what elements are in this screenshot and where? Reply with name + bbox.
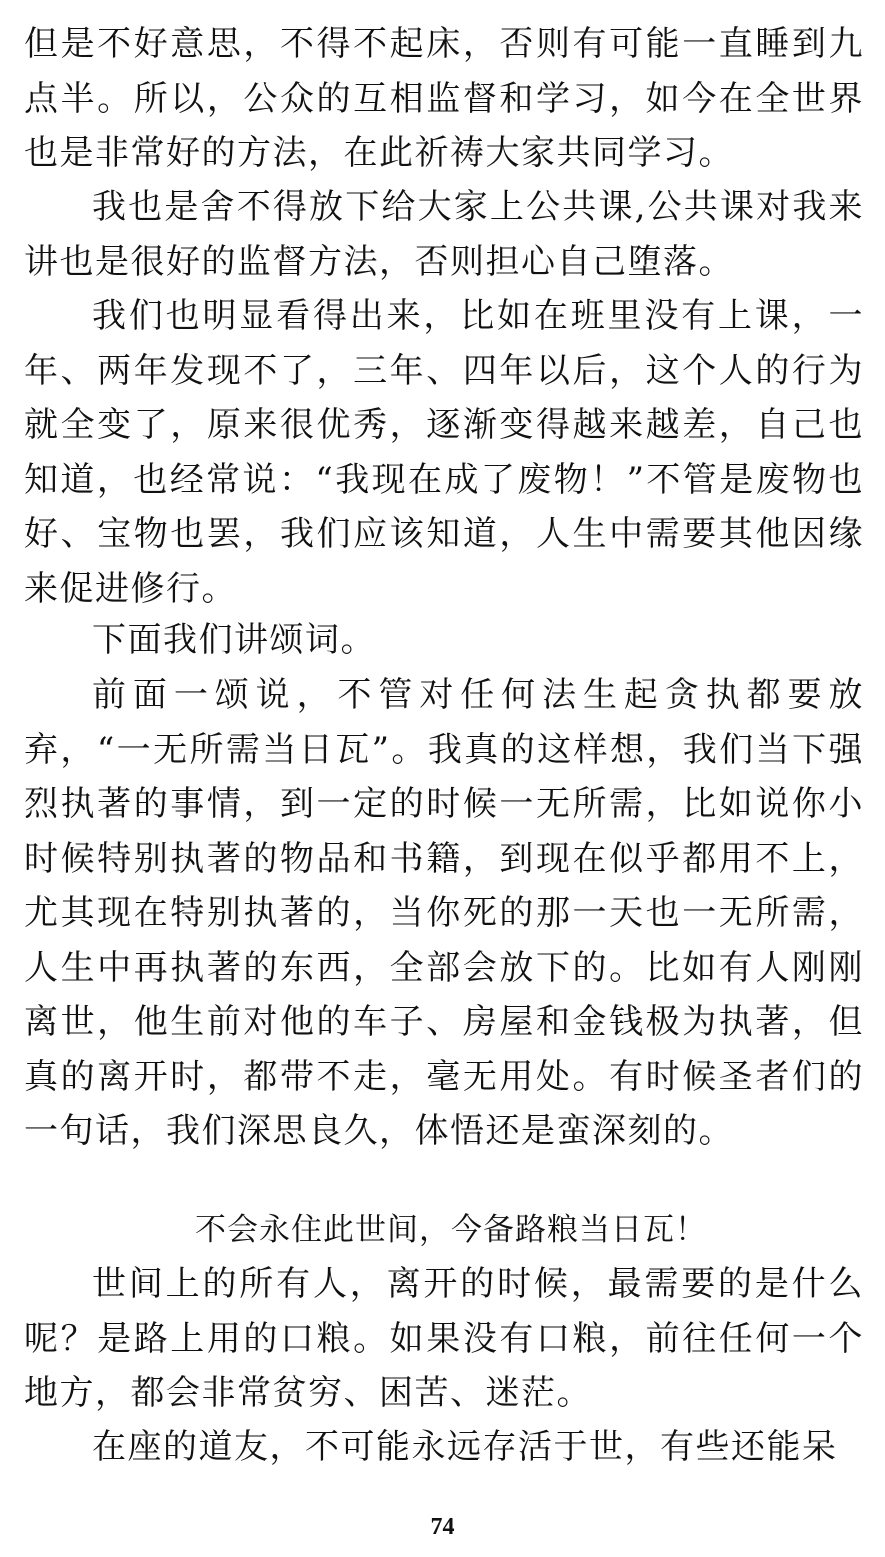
body-paragraph: 我们也明显看得出来，比如在班里没有上课，一年、两年发现不了，三年、四年以后，这个人的行为就全变了，原来很优秀，逐渐变得越来越差，自己也知道，也经常说：“我现在成了废物！”不管是废物也好、宝物也罢，我们应该知道，人生中需要其他因缘来促进修行。	[24, 296, 864, 609]
body-paragraph: 在座的道友，不可能永远存活于世，有些还能呆	[92, 1427, 838, 1467]
body-paragraph: 前面一颂说，不管对任何法生起贪执都要放弃，“一无所需当日瓦”。我真的这样想，我们当下强烈执著的事情，到一定的时候一无所需，比如说你小时候特别执著的物品和书籍，到现在似乎都用不上，尤其现在特别执著的，当你死的那一天也一无所需，人生中再执著的东西，全部会放下的。比如有人刚刚离世，他生前对他的车子、房屋和金钱极为执著，但真的离开时，都带不走，毫无用处。有时候圣者们的一句话，我们深思良久，体悟还是蛮深刻的。	[24, 675, 864, 1151]
body-paragraph: 但是不好意思，不得不起床，否则有可能一直睡到九点半。所以，公众的互相监督和学习，如今在全世界也是非常好的方法，在此祈祷大家共同学习。	[24, 24, 864, 173]
verse-heading: 不会永住此世间，今备路粮当日瓦！	[195, 1212, 707, 1248]
page-number: 74	[430, 1514, 455, 1540]
document-page	[24, 0, 864, 1557]
body-paragraph: 我也是舍不得放下给大家上公共课,公共课对我来讲也是很好的监督方法，否则担心自己堕落。	[24, 187, 864, 282]
body-paragraph: 下面我们讲颂词。	[92, 620, 376, 660]
body-paragraph: 世间上的所有人，离开的时候，最需要的是什么呢？是路上用的口粮。如果没有口粮，前往任何一个地方，都会非常贫穷、困苦、迷茫。	[24, 1264, 864, 1413]
